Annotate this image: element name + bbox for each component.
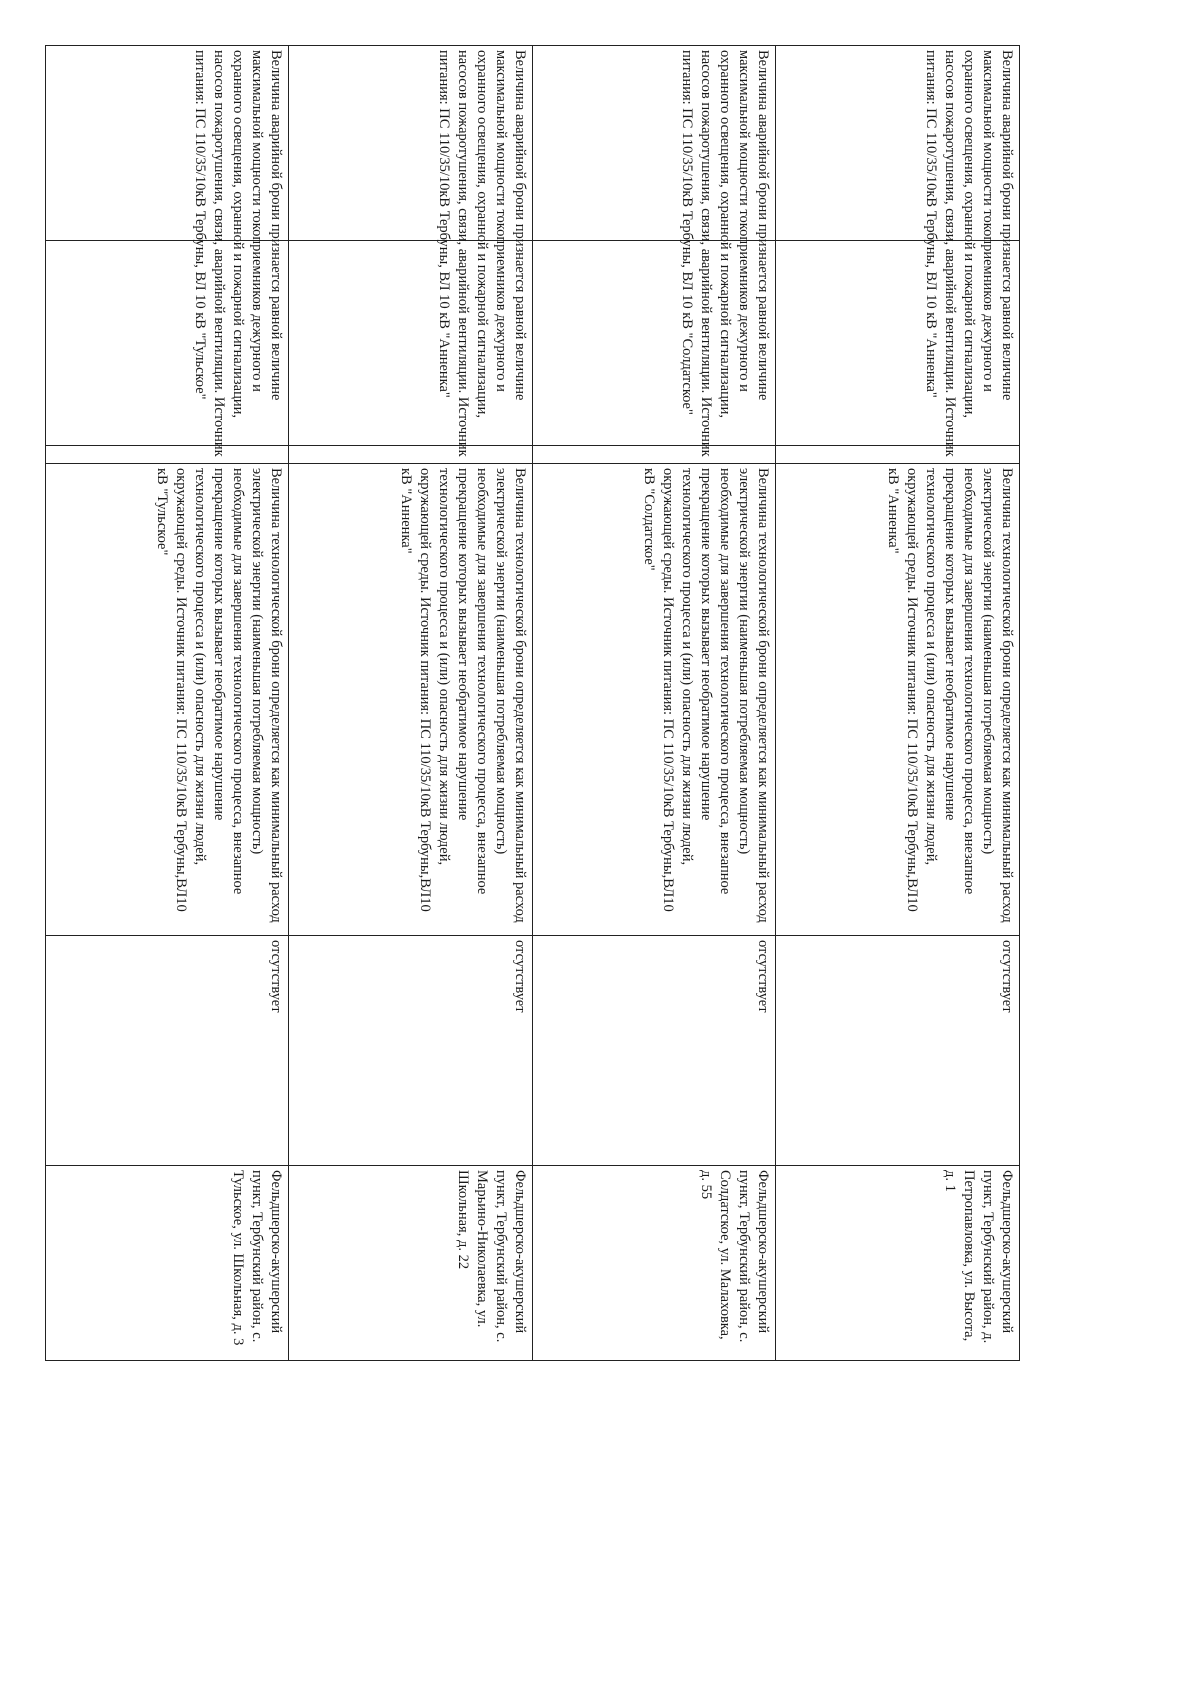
object-cell: Фельдшерско-акушерский пункт, Тербунский район, д. Петропавловка, ул. Высота, д. 1: [776, 1166, 1020, 1361]
empty-cell: [533, 1361, 777, 1566]
emergency-reserve-cell: Величина аварийной брони признается равной величине максимальной мощности токоприемников дежурного и охранного освещения, охранной и пожарной сигнализации, насосов пожаротушения, связи, аварийной вентиляции. Источник питания: ПС 110/35/10кВ Тербуны, ВЛ 10 кВ "Анненка": [776, 46, 1020, 464]
document-cell: отсутствует: [776, 936, 1020, 1166]
empty-cell: [46, 1361, 290, 1566]
empty-cell: [776, 1361, 1020, 1566]
emergency-reserve-cell: Величина аварийной брони признается равной величине максимальной мощности токоприемников дежурного и охранного освещения, охранной и пожарной сигнализации, насосов пожаротушения, связи, аварийной вентиляции. Источник питания: ПС 110/35/10кВ Тербуны, ВЛ 10 кВ "Солдатское": [533, 46, 777, 464]
technological-reserve-cell: Величина технологической брони определяется как минимальный расход электрической энергии (наименьшая потребляемая мощность) необходимые для завершения технологического процесса, внезапное прекращение которых вызывает необратимое нарушение технологического процесса и (или) опасность для жизни людей, окружающей среды. Источник питания: ПС 110/35/10кВ Тербуны,ВЛ10 кВ "Солдатское": [533, 464, 777, 936]
object-cell: Фельдшерско-акушерский пункт, Тербунский район, с. Марьино-Николаевка, ул. Школьная, д. 22: [289, 1166, 533, 1361]
emergency-reserve-cell: Величина аварийной брони признается равной величине максимальной мощности токоприемников дежурного и охранного освещения, охранной и пожарной сигнализации, насосов пожаротушения, связи, аварийной вентиляции. Источник питания: ПС 110/35/10кВ Тербуны, ВЛ 10 кВ "Анненка": [289, 46, 533, 464]
rotated-page-content: [45, 45, 1020, 1565]
table-row: [289, 46, 533, 1566]
table-row: [46, 46, 290, 1566]
table-row: [776, 46, 1020, 1566]
document-cell: отсутствует: [289, 936, 533, 1166]
emergency-reserve-cell: Величина аварийной брони признается равной величине максимальной мощности токоприемников дежурного и охранного освещения, охранной и пожарной сигнализации, насосов пожаротушения, связи, аварийной вентиляции. Источник питания: ПС 110/35/10кВ Тербуны, ВЛ 10 кВ "Тульское": [46, 46, 290, 464]
object-cell: Фельдшерско-акушерский пункт, Тербунский район, с. Солдатское, ул. Малаховка, д. 55: [533, 1166, 777, 1361]
table-row: [533, 46, 777, 1566]
technological-reserve-cell: Величина технологической брони определяется как минимальный расход электрической энергии (наименьшая потребляемая мощность) необходимые для завершения технологического процесса, внезапное прекращение которых вызывает необратимое нарушение технологического процесса и (или) опасность для жизни людей, окружающей среды. Источник питания: ПС 110/35/10кВ Тербуны,ВЛ10 кВ "Тульское": [46, 464, 290, 936]
technological-reserve-cell: Величина технологической брони определяется как минимальный расход электрической энергии (наименьшая потребляемая мощность) необходимые для завершения технологического процесса, внезапное прекращение которых вызывает необратимое нарушение технологического процесса и (или) опасность для жизни людей, окружающей среды. Источник питания: ПС 110/35/10кВ Тербуны,ВЛ10 кВ "Анненка": [776, 464, 1020, 936]
technological-reserve-cell: Величина технологической брони определяется как минимальный расход электрической энергии (наименьшая потребляемая мощность) необходимые для завершения технологического процесса, внезапное прекращение которых вызывает необратимое нарушение технологического процесса и (или) опасность для жизни людей, окружающей среды. Источник питания: ПС 110/35/10кВ Тербуны,ВЛ10 кВ "Анненка": [289, 464, 533, 936]
document-cell: отсутствует: [46, 936, 290, 1166]
empty-cell: [289, 1361, 533, 1566]
document-cell: отсутствует: [533, 936, 777, 1166]
power-reserve-table: [45, 45, 1020, 1566]
object-cell: Фельдшерско-акушерский пункт, Тербунский район, с. Тульское, ул. Школьная, д. 3: [46, 1166, 290, 1361]
